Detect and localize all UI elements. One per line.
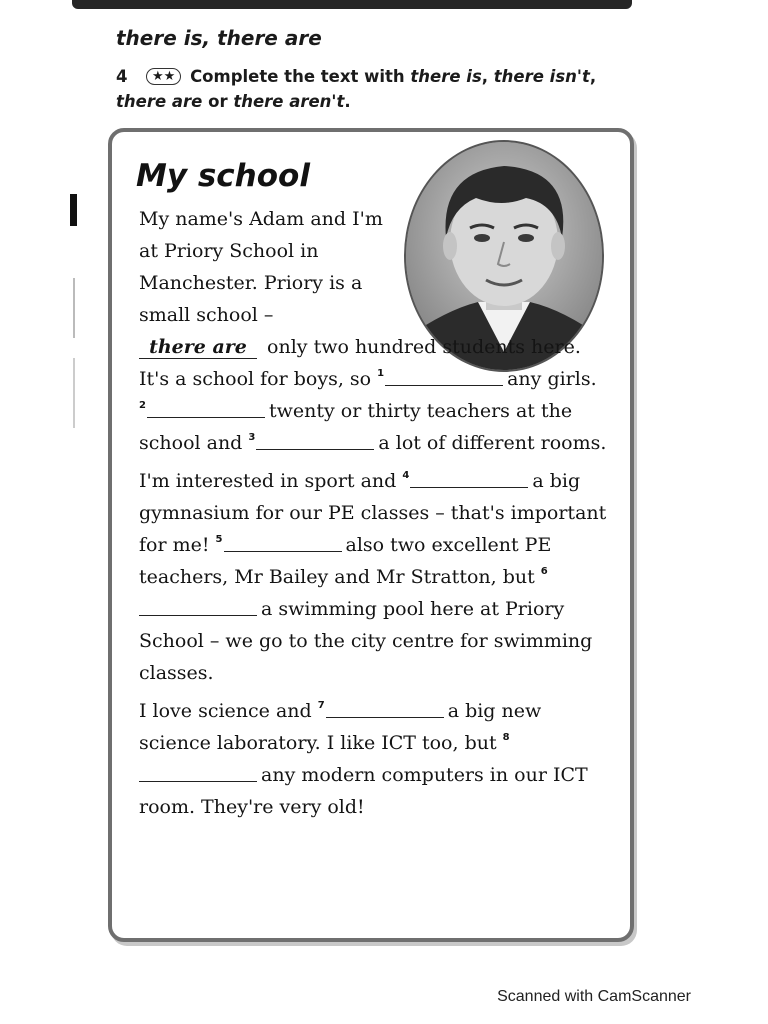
blank-5[interactable] — [224, 533, 342, 552]
gap-number-3: 3 — [248, 432, 256, 443]
exercise-number: 4 — [116, 67, 128, 86]
blank-6[interactable] — [139, 597, 257, 616]
example-answer: there are — [139, 336, 257, 359]
gap-number-2: 2 — [139, 400, 146, 411]
blank-8[interactable] — [139, 763, 257, 782]
gap-number-6: 6 — [540, 566, 548, 577]
difficulty-stars-icon: ★★ — [146, 68, 181, 85]
gap-number-1: 1 — [377, 368, 385, 379]
blank-4[interactable] — [410, 469, 528, 488]
card-title: My school — [136, 158, 310, 194]
page-top-edge — [72, 0, 632, 9]
gap-number-5: 5 — [215, 534, 223, 545]
option-there-are: there are — [116, 92, 203, 111]
blank-7[interactable] — [326, 699, 444, 718]
blank-2[interactable] — [147, 399, 265, 418]
gap-number-8: 8 — [502, 732, 510, 743]
scanner-watermark: Scanned with CamScanner — [497, 988, 691, 1005]
option-there-is: there is — [410, 67, 482, 86]
paragraph-1: My name's Adam and I'm at Priory School in Manchester. Priory is a small school – there are only two hundred students here. It's a school for boys, so $^1$ any girls. $^2$ twenty or thirty teachers at the school and $^3$ a lot of different rooms. — [139, 208, 607, 454]
passage — [139, 203, 609, 829]
gap-number-7: 7 — [317, 700, 325, 711]
section-heading: there is, there are — [116, 26, 322, 50]
blank-3[interactable] — [256, 431, 374, 450]
option-there-arent: there aren't — [233, 92, 345, 111]
paragraph-3: I love science and $^7$ a big new science laboratory. I like ICT too, but $^8$any modern computers in our ICT room. They're very old! — [139, 700, 588, 818]
instruction-text: Complete the text with — [190, 67, 411, 86]
exercise-instruction: 4 ★★ Complete the text with there is, there isn't, there are or there aren't. — [116, 64, 616, 114]
page-margin-marks — [70, 188, 78, 428]
option-there-isnt: there isn't — [493, 67, 590, 86]
gap-number-4: 4 — [402, 470, 410, 481]
paragraph-2: I'm interested in sport and $^4$ a big gymnasium for our PE classes – that's important for me! $^5$ also two excellent PE teachers, Mr Bailey and Mr Stratton, but $^6$a swimming pool here at Priory School – we go to the city centre for swimming classes. — [139, 470, 607, 684]
blank-1[interactable] — [385, 367, 503, 386]
